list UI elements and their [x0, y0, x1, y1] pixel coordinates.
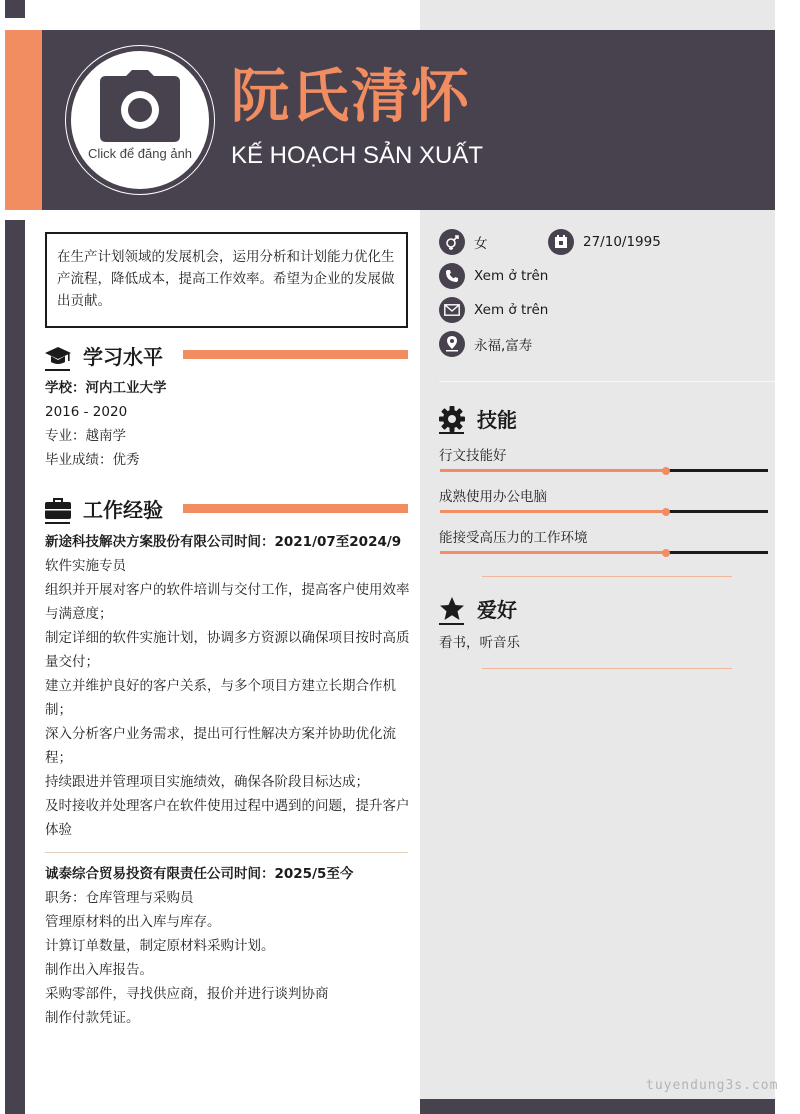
phone-row	[439, 263, 548, 289]
skill-bar	[440, 510, 768, 513]
job-role: 职务：仓库管理与采购员	[45, 890, 194, 906]
education-heading	[45, 341, 163, 370]
skill-bar-knob	[662, 508, 670, 516]
job-heading: 新途科技解决方案股份有限公司时间：2021/07至2024/9	[45, 534, 402, 550]
hobbies-title: 爱好	[477, 598, 517, 622]
gear-icon	[439, 406, 465, 432]
skill-label: 能接受高压力的工作环境	[439, 530, 588, 546]
email-row	[439, 297, 548, 323]
job-duty: 持续跟进并管理项目实施绩效，确保各阶段目标达成；	[45, 774, 369, 790]
camera-icon[interactable]	[100, 70, 180, 142]
skill-bar-fill	[440, 510, 666, 513]
envelope-icon	[439, 297, 465, 323]
section-rule	[183, 504, 408, 513]
grade: 毕业成绩：优秀	[45, 452, 140, 468]
skill-bar	[440, 469, 768, 472]
contact-divider	[439, 381, 775, 382]
section-underline	[45, 369, 70, 371]
gender-row	[439, 229, 488, 255]
section-underline	[45, 522, 70, 524]
skill-label: 成熟使用办公电脑	[439, 489, 547, 505]
skills-divider	[482, 576, 732, 577]
candidate-name: 阮氏清怀	[231, 62, 472, 130]
watermark: tuyendung3s.com	[646, 1078, 779, 1093]
job-duty: 制作出入库报告。	[45, 962, 153, 978]
skills-heading	[439, 404, 517, 433]
phone-value: Xem ở trên	[474, 268, 549, 284]
study-years: 2016 - 2020	[45, 404, 128, 420]
career-objective: 在生产计划领域的发展机会，运用分析和计划能力优化生产流程，降低成本，提高工作效率。希望为企业的发展做出贡献。	[45, 232, 408, 328]
job-duty: 组织并开展对客户的软件培训与交付工作，提高客户使用效率与满意度；	[45, 582, 410, 622]
left-strip	[5, 220, 25, 1114]
job-duty: 计算订单数量，制定原材料采购计划。	[45, 938, 275, 954]
job-duty: 制定详细的软件实施计划，协调多方资源以确保项目按时高质量交付；	[45, 630, 410, 670]
skills-title: 技能	[477, 408, 517, 432]
skill-bar-knob	[662, 467, 670, 475]
section-underline	[439, 623, 464, 625]
skill-bar-knob	[662, 549, 670, 557]
skill-bar-fill	[440, 469, 666, 472]
birthday-row	[548, 229, 661, 255]
skill-bar-fill	[440, 551, 666, 554]
job-duty: 管理原材料的出入库与库存。	[45, 914, 221, 930]
page-margin	[775, 0, 800, 1114]
hobbies-heading	[439, 594, 517, 623]
briefcase-icon	[45, 496, 71, 522]
job-duty: 及时接收并处理客户在软件使用过程中遇到的问题，提升客户体验	[45, 798, 410, 838]
gender-value: 女	[474, 236, 488, 252]
major: 专业：越南学	[45, 428, 126, 444]
job-duty: 采购零部件，寻找供应商，报价并进行谈判协商	[45, 986, 329, 1002]
header-accent	[5, 30, 42, 210]
job-role: 软件实施专员	[45, 558, 126, 574]
experience-title: 工作经验	[83, 498, 163, 522]
address-value: 永福,富寿	[474, 338, 533, 354]
job-heading: 诚泰综合贸易投资有限责任公司时间：2025/5至今	[45, 866, 354, 882]
section-underline	[439, 432, 464, 434]
calendar-icon	[548, 229, 574, 255]
email-value: Xem ở trên	[474, 302, 549, 318]
job-duty: 制作付款凭证。	[45, 1010, 140, 1026]
gender-icon	[439, 229, 465, 255]
job-divider	[45, 852, 408, 853]
hobbies-text: 看书，听音乐	[439, 635, 520, 651]
map-pin-icon	[439, 331, 465, 357]
education-title: 学习水平	[83, 345, 163, 369]
skill-bar	[440, 551, 768, 554]
footer-bar	[420, 1099, 797, 1114]
star-icon	[439, 596, 465, 622]
birthday-value: 27/10/1995	[583, 234, 661, 250]
address-row	[439, 331, 532, 357]
job-position: KẾ HOẠCH SẢN XUẤT	[231, 142, 484, 169]
avatar-upload-hint[interactable]: Click để đăng ảnh	[87, 146, 193, 161]
graduation-cap-icon	[45, 343, 71, 369]
job-duty: 建立并维护良好的客户关系，与多个项目方建立长期合作机制；	[45, 678, 396, 718]
experience-heading	[45, 494, 163, 523]
left-strip-top	[5, 0, 25, 18]
phone-icon	[439, 263, 465, 289]
hobbies-divider	[482, 668, 732, 669]
school-name: 学校：河内工业大学	[45, 380, 167, 396]
section-rule	[183, 350, 408, 359]
job-duty: 深入分析客户业务需求，提出可行性解决方案并协助优化流程；	[45, 726, 396, 766]
skill-label: 行文技能好	[439, 448, 507, 464]
